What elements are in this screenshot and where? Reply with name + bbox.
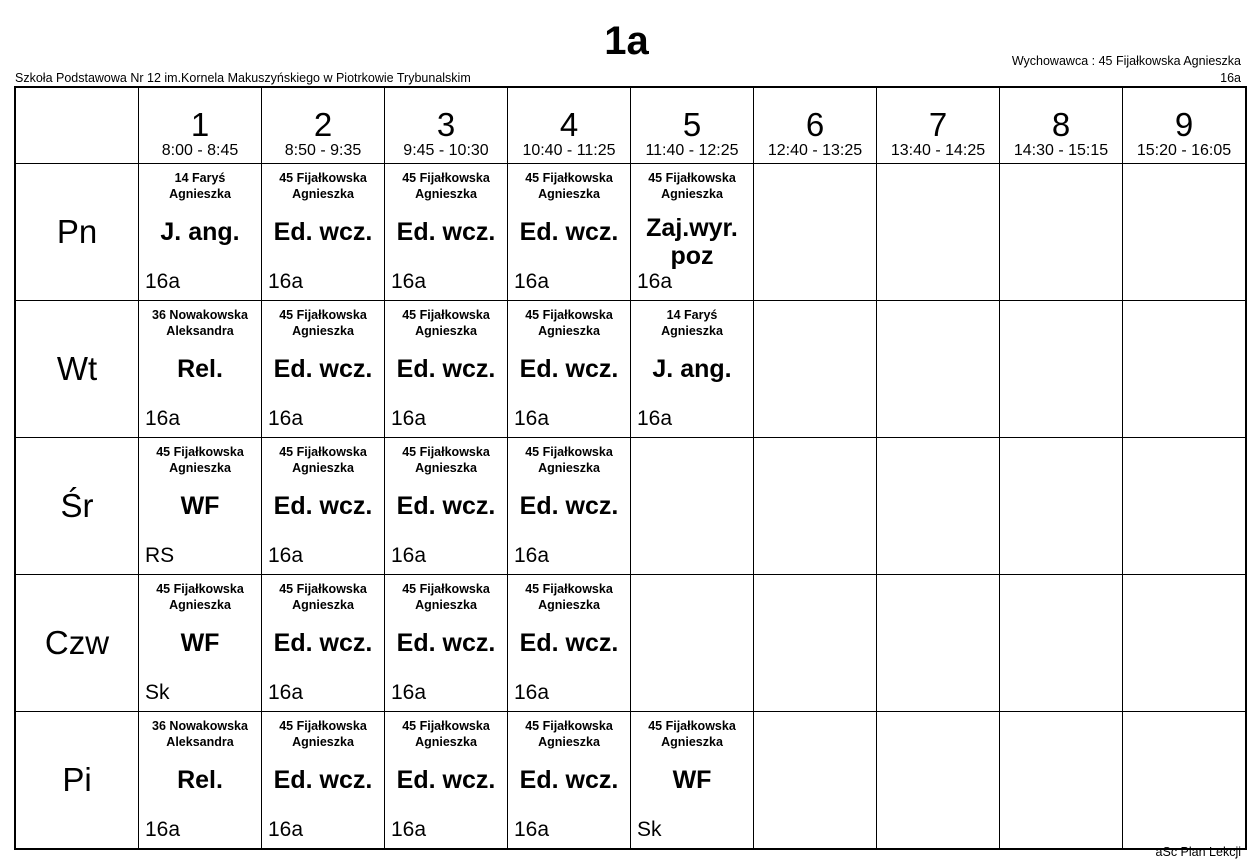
room-label: 16a [268,818,304,841]
teacher-name [262,718,384,750]
room-label: 16a [391,681,427,704]
room-label: 16a [268,544,304,567]
lesson-cell [385,712,508,850]
room-label: RS [145,544,175,567]
teacher-name [139,444,261,476]
empty-slot [754,301,876,437]
period-number: 7 [928,106,948,143]
lesson [385,438,507,574]
teacher-line: 45 Fijałkowska [525,308,613,322]
lesson-cell [508,438,631,575]
subject-line: Ed. wcz. [273,218,373,246]
empty-slot [877,301,999,437]
subject-line: WF [180,629,220,657]
day-row [15,301,1246,438]
teacher-line: 45 Fijałkowska [402,308,490,322]
subject-line: J. ang. [652,355,732,383]
lesson-cell [139,438,262,575]
teacher-line: Aleksandra [166,735,234,749]
subject-name [508,629,630,657]
teacher-name [508,307,630,339]
empty-slot [1123,301,1245,437]
period-header [631,87,754,164]
period-header [262,87,385,164]
teacher-name [262,307,384,339]
teacher-line: 45 Fijałkowska [279,582,367,596]
period-header [877,87,1000,164]
empty-slot [1123,575,1245,711]
empty-cell [1123,164,1247,301]
room-label: 16a [637,270,673,293]
teacher-name [139,170,261,202]
subject-line: Ed. wcz. [396,355,496,383]
lesson-cell [631,712,754,850]
empty-slot [1000,712,1122,848]
empty-slot [1123,712,1245,848]
period-time: 13:40 - 14:25 [890,142,986,159]
lesson [631,712,753,848]
empty-cell [877,575,1000,712]
teacher-line: 45 Fijałkowska [402,171,490,185]
teacher-name [385,718,507,750]
subject-name [508,766,630,794]
empty-slot [877,438,999,574]
teacher-name [262,170,384,202]
lesson-cell [508,712,631,850]
teacher-line: Agnieszka [415,735,477,749]
lesson [262,575,384,711]
lesson-cell [262,712,385,850]
empty-slot [754,575,876,711]
room-label: 16a [514,681,550,704]
subject-name [262,218,384,246]
period-time: 8:50 - 9:35 [284,142,362,159]
teacher-line: Agnieszka [415,461,477,475]
day-label: Wt [15,301,139,438]
teacher-line: Agnieszka [538,324,600,338]
day-row [15,575,1246,712]
timetable-grid [14,86,1247,850]
period-header [1000,87,1123,164]
subject-name [139,492,261,520]
lesson [508,712,630,848]
empty-cell [754,301,877,438]
room-label: 16a [391,270,427,293]
subject-name [139,218,261,246]
period-number: 8 [1051,106,1071,143]
teacher-line: 45 Fijałkowska [156,582,244,596]
empty-cell [1123,438,1247,575]
subject-line: Ed. wcz. [519,218,619,246]
empty-slot [631,438,753,574]
subject-name [508,218,630,246]
teacher-name [508,581,630,613]
lesson-cell [262,301,385,438]
teacher-line: 45 Fijałkowska [402,719,490,733]
empty-cell [877,164,1000,301]
teacher-line: Agnieszka [415,598,477,612]
teacher-name [631,718,753,750]
lesson-cell [139,164,262,301]
teacher-name [385,170,507,202]
lesson [385,301,507,437]
teacher-name [631,170,753,202]
teacher-line: 45 Fijałkowska [279,719,367,733]
room-label: 16a [391,818,427,841]
day-row [15,438,1246,575]
room-label: 16a [145,270,181,293]
teacher-line: Agnieszka [292,187,354,201]
subject-name [262,766,384,794]
lesson [508,164,630,300]
lesson [508,301,630,437]
room-label: 16a [514,407,550,430]
teacher-name [139,581,261,613]
lesson [508,575,630,711]
lesson [385,575,507,711]
room-label: 16a [268,407,304,430]
day-label: Pn [15,164,139,301]
empty-slot [631,575,753,711]
empty-cell [631,575,754,712]
subject-name [508,492,630,520]
subject-name [385,629,507,657]
teacher-line: Agnieszka [169,598,231,612]
subject-line: Ed. wcz. [396,766,496,794]
empty-cell [877,438,1000,575]
teacher-name [508,170,630,202]
teacher-line: 45 Fijałkowska [402,445,490,459]
lesson-cell [508,575,631,712]
empty-slot [1000,575,1122,711]
teacher-line: Agnieszka [292,735,354,749]
period-time: 10:40 - 11:25 [522,142,616,159]
period-number: 3 [436,106,456,143]
room-label: Sk [145,681,170,704]
lesson-cell [262,164,385,301]
subject-name [631,355,753,383]
subject-name [262,492,384,520]
teacher-name [385,581,507,613]
period-time: 12:40 - 13:25 [767,142,863,159]
teacher-line: 36 Nowakowska [152,308,248,322]
school-name: Szkoła Podstawowa Nr 12 im.Kornela Makuszyńskiego w Piotrkowie Trybunalskim [15,71,471,85]
teacher-line: Agnieszka [538,461,600,475]
teacher-name [139,718,261,750]
teacher-name [262,581,384,613]
teacher-line: 45 Fijałkowska [648,171,736,185]
room-label: 16a [637,407,673,430]
teacher-line: 45 Fijałkowska [648,719,736,733]
period-time: 8:00 - 8:45 [161,142,239,159]
lesson [262,301,384,437]
teacher-line: Agnieszka [169,461,231,475]
teacher-line: 45 Fijałkowska [279,308,367,322]
teacher-line: Agnieszka [661,324,723,338]
day-label: Pi [15,712,139,850]
day-label: Śr [15,438,139,575]
period-header [139,87,262,164]
period-number: 9 [1174,106,1194,143]
empty-cell [1000,438,1123,575]
empty-slot [877,575,999,711]
teacher-line: 45 Fijałkowska [156,445,244,459]
subject-line: Ed. wcz. [396,629,496,657]
room-label: 16a [391,544,427,567]
lesson-cell [262,575,385,712]
empty-slot [754,712,876,848]
room-label: 16a [145,818,181,841]
period-number: 1 [190,106,210,143]
teacher-line: Agnieszka [661,735,723,749]
teacher-name [139,307,261,339]
lesson [262,712,384,848]
teacher-name [262,444,384,476]
empty-slot [1000,164,1122,300]
subject-line: poz [670,242,714,270]
subject-line: Ed. wcz. [396,218,496,246]
empty-slot [1000,301,1122,437]
empty-slot [754,438,876,574]
period-number: 4 [559,106,579,143]
empty-cell [754,438,877,575]
subject-line: WF [672,766,712,794]
teacher-line: 45 Fijałkowska [279,445,367,459]
teacher-line: Agnieszka [415,187,477,201]
period-header-row [15,87,1246,164]
teacher-line: 45 Fijałkowska [525,582,613,596]
lesson [139,301,261,437]
lesson-cell [262,438,385,575]
empty-cell [1000,301,1123,438]
subject-name [385,355,507,383]
teacher-line: 45 Fijałkowska [402,582,490,596]
lesson-cell [385,575,508,712]
subject-line: Ed. wcz. [273,355,373,383]
lesson-cell [631,164,754,301]
day-row [15,712,1246,850]
empty-cell [754,575,877,712]
teacher-line: Agnieszka [292,324,354,338]
subject-name [262,629,384,657]
period-header [385,87,508,164]
lesson-cell [139,301,262,438]
day-row [15,164,1246,301]
lesson [631,164,753,300]
subject-line: Ed. wcz. [519,766,619,794]
room-label: 16a [514,270,550,293]
lesson-cell [508,301,631,438]
teacher-line: 14 Faryś [174,171,226,185]
subject-name [508,355,630,383]
empty-slot [754,164,876,300]
lesson-cell [139,575,262,712]
empty-cell [1123,301,1247,438]
subject-line: Ed. wcz. [519,355,619,383]
empty-slot [1123,438,1245,574]
room-label: 16a [145,407,181,430]
teacher-line: 14 Faryś [666,308,718,322]
teacher-line: Agnieszka [661,187,723,201]
room-label: 16a [514,818,550,841]
empty-slot [877,712,999,848]
empty-cell [1123,712,1247,850]
subject-name [631,766,753,794]
subject-name [139,766,261,794]
subject-line: WF [180,492,220,520]
lesson-cell [385,438,508,575]
lesson-cell [139,712,262,850]
day-label: Czw [15,575,139,712]
corner-cell [15,87,139,164]
lesson [262,164,384,300]
subject-line: Ed. wcz. [519,629,619,657]
empty-cell [1000,712,1123,850]
empty-slot [1000,438,1122,574]
lesson [139,712,261,848]
empty-slot [1123,164,1245,300]
lesson-cell [385,301,508,438]
lesson [385,712,507,848]
subject-name [631,214,753,270]
teacher-name [508,444,630,476]
lesson [139,164,261,300]
period-time: 15:20 - 16:05 [1136,142,1232,159]
period-header [754,87,877,164]
homeroom-teacher: Wychowawca : 45 Fijałkowska Agnieszka [1011,54,1241,68]
subject-name [385,218,507,246]
period-number: 5 [682,106,702,143]
empty-cell [877,301,1000,438]
teacher-name [631,307,753,339]
teacher-line: 45 Fijałkowska [525,445,613,459]
teacher-line: Agnieszka [538,735,600,749]
teacher-line: Agnieszka [292,598,354,612]
subject-line: Ed. wcz. [273,629,373,657]
room-label: 16a [268,681,304,704]
teacher-line: 45 Fijałkowska [525,719,613,733]
subject-line: Ed. wcz. [519,492,619,520]
teacher-name [385,444,507,476]
teacher-line: Agnieszka [169,187,231,201]
subject-name [139,355,261,383]
teacher-line: Aleksandra [166,324,234,338]
footer-generator: aSc Plan Lekcji [1155,845,1241,859]
teacher-line: Agnieszka [292,461,354,475]
subject-line: Zaj.wyr. [646,214,738,242]
empty-cell [1123,575,1247,712]
teacher-line: Agnieszka [415,324,477,338]
teacher-name [385,307,507,339]
empty-slot [877,164,999,300]
period-number: 6 [805,106,825,143]
empty-cell [1000,575,1123,712]
subject-name [385,492,507,520]
lesson-cell [508,164,631,301]
period-header [508,87,631,164]
empty-cell [1000,164,1123,301]
subject-line: Rel. [177,355,223,383]
period-header [1123,87,1247,164]
room-label: 16a [514,544,550,567]
homeroom-room: 16a [1220,71,1241,85]
subject-line: Ed. wcz. [273,492,373,520]
subject-line: Rel. [177,766,223,794]
subject-name [262,355,384,383]
period-time: 9:45 - 10:30 [403,142,489,159]
class-title: 1a [604,19,649,63]
lesson [508,438,630,574]
subject-line: Ed. wcz. [273,766,373,794]
lesson-cell [631,301,754,438]
lesson [631,301,753,437]
teacher-line: Agnieszka [538,187,600,201]
lesson [139,575,261,711]
empty-cell [631,438,754,575]
empty-cell [754,164,877,301]
lesson [262,438,384,574]
room-label: 16a [391,407,427,430]
room-label: Sk [637,818,662,841]
subject-line: J. ang. [160,218,240,246]
lesson-cell [385,164,508,301]
teacher-line: 45 Fijałkowska [525,171,613,185]
teacher-name [508,718,630,750]
subject-name [385,766,507,794]
empty-cell [877,712,1000,850]
teacher-line: Agnieszka [538,598,600,612]
subject-name [139,629,261,657]
lesson [385,164,507,300]
period-time: 11:40 - 12:25 [645,142,739,159]
room-label: 16a [268,270,304,293]
teacher-line: 45 Fijałkowska [279,171,367,185]
empty-cell [754,712,877,850]
period-number: 2 [313,106,333,143]
lesson [139,438,261,574]
teacher-line: 36 Nowakowska [152,719,248,733]
subject-line: Ed. wcz. [396,492,496,520]
period-time: 14:30 - 15:15 [1013,142,1109,159]
